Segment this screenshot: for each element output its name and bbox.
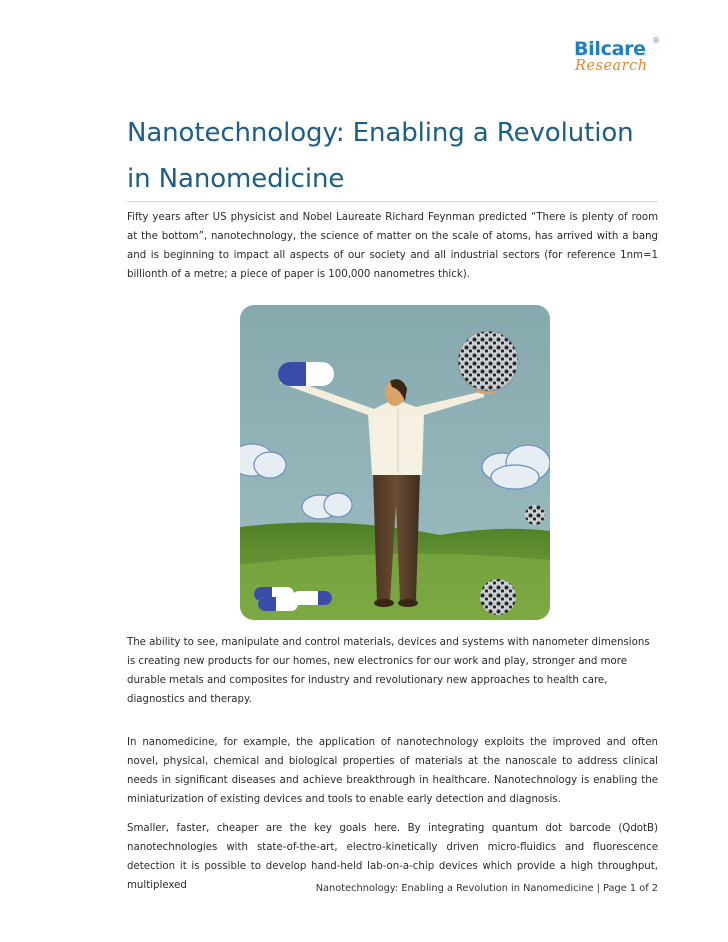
- logo-tagline: Research: [575, 58, 648, 74]
- logo-brand: Bilcare: [574, 38, 646, 60]
- bilcare-research-logo: [572, 36, 664, 80]
- intro-paragraph: Fifty years after US physicist and Nobel Laureate Richard Feynman predicted “There is plenty of room at the bottom”, nanotechnology, the science of matter on the scale of atoms, has arrived with a bang and is beginning to impact all aspects of our society and all industrial sectors (for reference 1nm=1 billionth of a metre; a piece of paper is 100,000 nanometres thick).: [127, 212, 658, 280]
- registered-mark-icon: ®: [652, 36, 660, 45]
- title-divider: [127, 201, 658, 202]
- body-paragraph-goals: Smaller, faster, cheaper are the key goals here. By integrating quantum dot barcode (QdotB) nanotechnologies with state-of-the-art, electro-kinetically driven micro-fluidics and fluorescence detection it is possible to develop hand-held lab-on-a-chip devices which provide a high throughput, multiplexed: [127, 823, 658, 891]
- page-title: [127, 110, 667, 202]
- body-paragraph-abilities: The ability to see, manipulate and control materials, devices and systems with nanometer dimensions is creating new products for our homes, new electronics for our work and play, stronger and more durable metals and composites for industry and revolutionary new approaches to health care, diagnostics and therapy.: [127, 637, 650, 705]
- title-line-2: in Nanomedicine: [127, 164, 345, 194]
- page-footer: Nanotechnology: Enabling a Revolution in Nanomedicine | Page 1 of 2: [315, 883, 658, 894]
- nanomedicine-illustration: [240, 305, 550, 620]
- body-paragraph-nanomedicine: In nanomedicine, for example, the application of nanotechnology exploits the improved and often novel, physical, chemical and biological properties of materials at the nanoscale to address clinical needs in significant diseases and achieve breakthrough in healthcare. Nanotechnology is enabling the miniaturization of existing devices and tools to enable early detection and diagnosis.: [127, 737, 658, 805]
- title-line-1: Nanotechnology: Enabling a Revolution: [127, 118, 634, 148]
